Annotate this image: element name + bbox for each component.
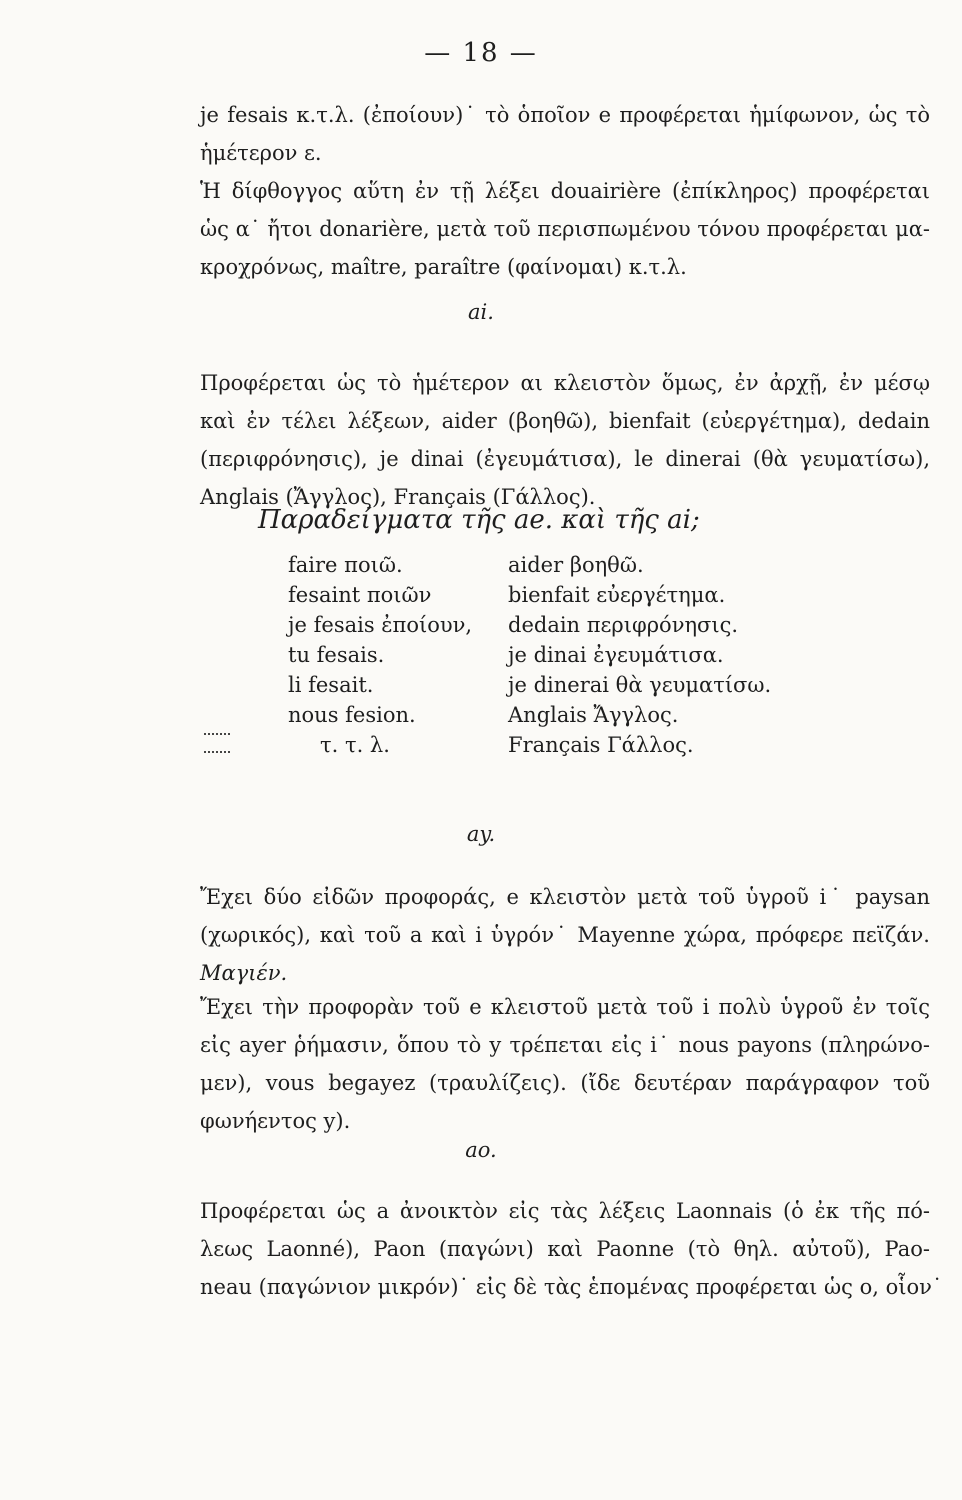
- example-item: faire ποιῶ.: [288, 553, 403, 577]
- text-line: je fesais κ.τ.λ. (ἐποίουν)˙ τὸ ὁποῖον e προφέρεται ἡμίφωνον, ὡς τὸ: [200, 103, 930, 127]
- example-item: dedain περιφρόνησις.: [508, 613, 739, 637]
- section-heading-ai: ai.: [468, 300, 494, 324]
- text-line: ὡς α˙ ἤτοι donarière, μετὰ τοῦ περισπωμένου τόνου προφέρεται μα-: [200, 217, 930, 241]
- text-line: (περιφρόνησις), je dinai (ἐγευμάτισα), le dinerai (θὰ γευματίσω),: [200, 447, 930, 471]
- section-heading-ao: ao.: [465, 1138, 497, 1162]
- example-item: li fesait.: [288, 673, 374, 697]
- example-item: je dinai ἐγευμάτισα.: [508, 643, 724, 667]
- paragraph-4: [200, 878, 930, 992]
- text-line: Ἡ δίφθογγος αὕτη ἐν τῇ λέξει douairière (ἐπίκληρος) προφέρεται: [200, 179, 930, 203]
- section-heading-ay: ay.: [466, 822, 496, 846]
- paragraph-3: [200, 364, 930, 516]
- text-line: φωνήεντος y).: [200, 1109, 351, 1133]
- example-item: tu fesais.: [288, 643, 385, 667]
- paragraph-6: [200, 1192, 943, 1306]
- paragraph-5: [200, 988, 930, 1140]
- example-item: τ. τ. λ.: [320, 733, 390, 757]
- text-line: Ἔχει τὴν προφορὰν τοῦ e κλειστοῦ μετὰ τοῦ i πολὺ ὑγροῦ ἐν τοῖς: [200, 995, 930, 1019]
- example-item: je fesais ἐποίουν,: [288, 613, 473, 637]
- text-line: μεν), vous begayez (τραυλίζεις). (ἴδε δευτέραν παράγραφον τοῦ: [200, 1071, 930, 1095]
- text-line: neau (παγώνιον μικρόν)˙ εἰς δὲ τὰς ἑπομένας προφέρεται ὡς o, οἷον˙: [200, 1275, 943, 1299]
- examples-left-column: [288, 550, 472, 760]
- paragraph-1: [200, 96, 930, 172]
- text-line: (χωρικός), καὶ τοῦ a καὶ i ὑγρόν˙ Mayenne χώρα, πρόφερε πεϊζάν.: [200, 923, 930, 947]
- text-line: Anglais (Ἄγγλος), Français (Γάλλος).: [200, 485, 596, 509]
- example-item: je dinerai θὰ γευματίσω.: [508, 673, 772, 697]
- text-line: καὶ ἐν τέλει λέξεων, aider (βοηθῶ), bienfait (εὐεργέτημα), dedain: [200, 409, 930, 433]
- text-line: κροχρόνως, maître, paraître (φαίνομαι) κ.τ.λ.: [200, 255, 687, 279]
- page-number: — 18 —: [424, 38, 538, 68]
- text-line: Μαγιέν.: [200, 961, 288, 985]
- text-line: Προφέρεται ὡς τὸ ἡμέτερον αι κλειστὸν ὅμως, ἐν ἀρχῇ, ἐν μέσῳ: [200, 371, 930, 395]
- text-line: ἡμέτερον ε.: [200, 141, 322, 165]
- paragraph-2: [200, 172, 930, 286]
- example-item: Français Γάλλος.: [508, 733, 694, 757]
- text-line: Προφέρεται ὡς a ἀνοικτὸν εἰς τὰς λέξεις Laonnais (ὁ ἐκ τῆς πό-: [200, 1199, 930, 1223]
- printer-mark: [204, 733, 230, 753]
- examples-right-column: [508, 550, 771, 760]
- examples-title: Παραδείγματα τῆς ae. καὶ τῆς ai;: [258, 505, 700, 535]
- example-item: nous fesion.: [288, 703, 416, 727]
- text-line: λεως Laonné), Paon (παγώνι) καὶ Paonne (τὸ θηλ. αὐτοῦ), Pao-: [200, 1237, 930, 1261]
- example-item: aider βοηθῶ.: [508, 553, 644, 577]
- example-item: bienfait εὐεργέτημα.: [508, 583, 726, 607]
- text-line: εἰς ayer ῥήμασιν, ὅπου τὸ y τρέπεται εἰς i˙ nous payons (πληρώνο-: [200, 1033, 930, 1057]
- example-item: Anglais Ἄγγλος.: [508, 703, 679, 727]
- example-item: fesaint ποιῶν: [288, 583, 432, 607]
- text-line: Ἔχει δύο εἰδῶν προφοράς, e κλειστὸν μετὰ τοῦ ὑγροῦ i˙ paysan: [200, 885, 930, 909]
